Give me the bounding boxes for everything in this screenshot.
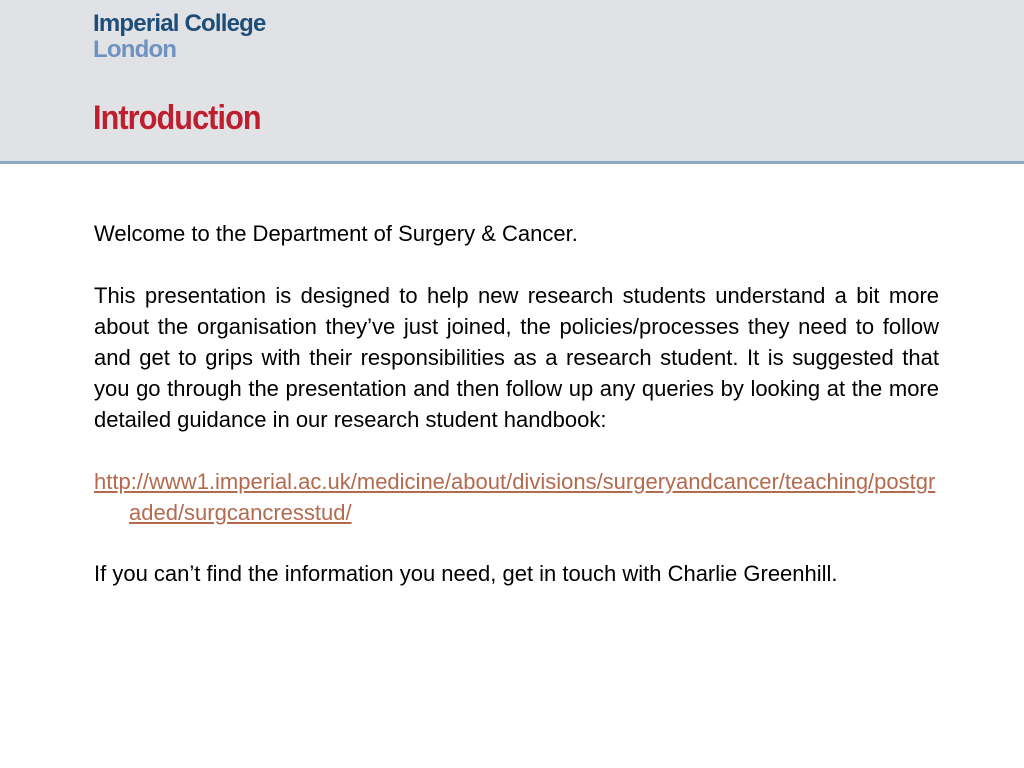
logo-line-1: Imperial College (93, 10, 266, 37)
intro-paragraph: This presentation is designed to help new research students understand a bit more about the organisation they’ve just joined, the policies/processes they need to follow and get to grips with their responsibilities as a research student. It is suggested that you go through the presentation and then follow up any queries by looking at the more detailed guidance in our research student handbook: (94, 283, 939, 432)
imperial-college-logo (93, 11, 266, 63)
header-band (0, 0, 1024, 164)
logo-line-2: London (93, 36, 177, 63)
welcome-paragraph: Welcome to the Department of Surgery & Cancer. (94, 221, 578, 246)
handbook-link-paragraph (94, 466, 939, 528)
slide-title: Introduction (93, 99, 261, 137)
contact-paragraph: If you can’t find the information you need, get in touch with Charlie Greenhill. (94, 561, 838, 586)
handbook-link[interactable]: http://www1.imperial.ac.uk/medicine/about/divisions/surgeryandcancer/teaching/postgraded/surgcancresstud/ (94, 469, 936, 525)
slide-body (94, 218, 939, 589)
